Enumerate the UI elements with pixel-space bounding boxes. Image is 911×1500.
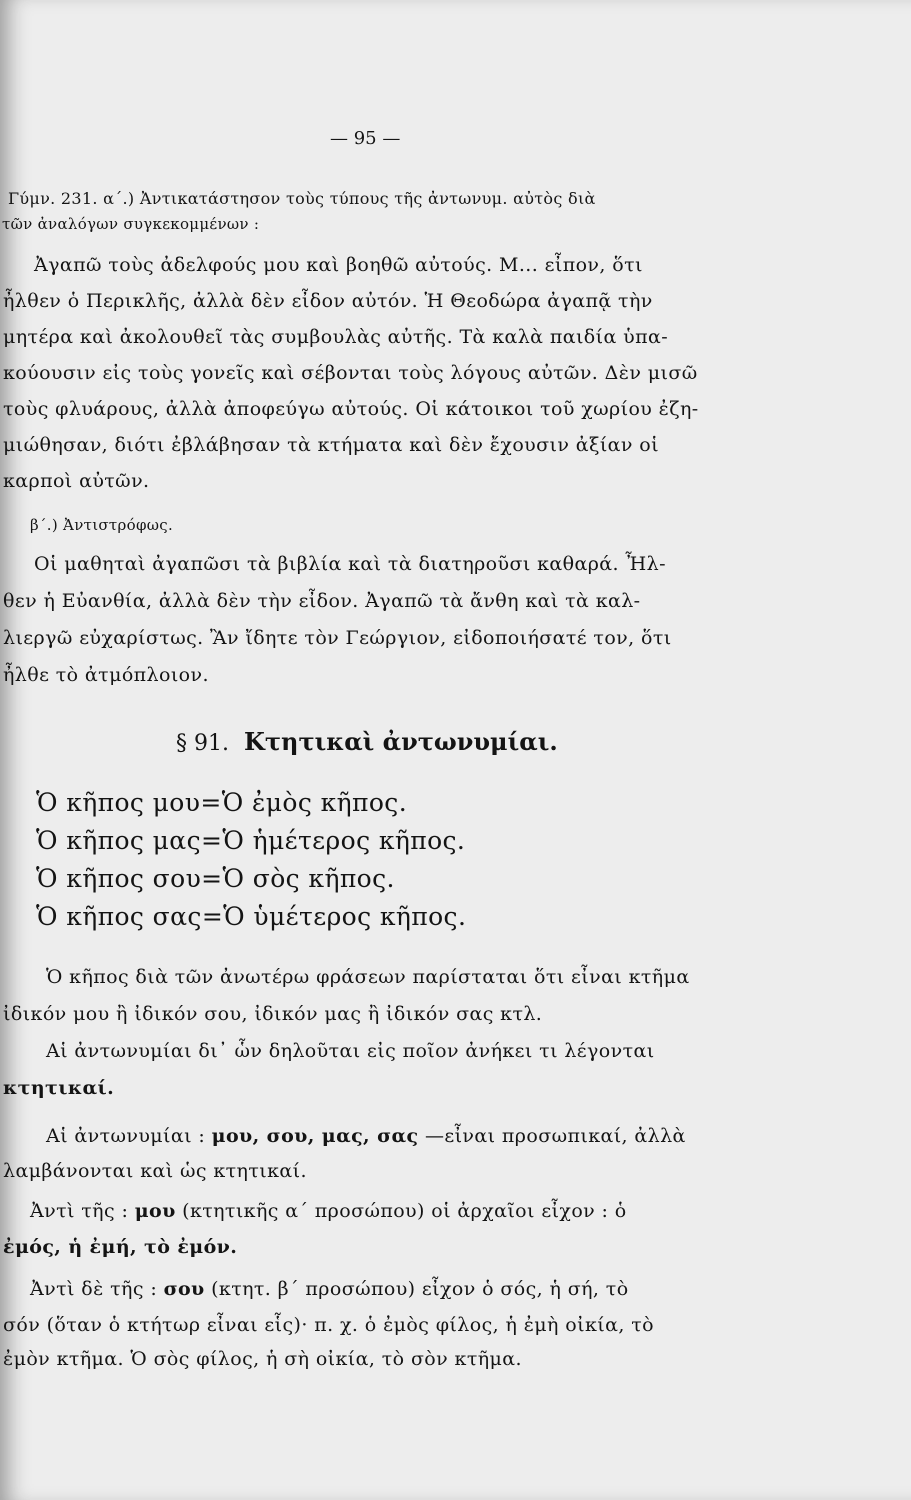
note-bold: σου: [163, 1278, 205, 1300]
exercise-b-line: ἦλθε τὸ ἀτμόπλοιον.: [3, 664, 209, 686]
definition-line: [46, 1040, 655, 1062]
exercise-b-line: λιεργῶ εὐχαρίστως. Ἂν ἴδητε τὸν Γεώργιον, εἰδοποιήσατέ τον, ὅτι: [3, 627, 672, 649]
note-line: λαμβάνονται καὶ ὡς κτητικαί.: [3, 1160, 307, 1182]
example-line: Ὁ κῆπος μου=Ὁ ἐμὸς κῆπος.: [36, 788, 408, 817]
exercise-header-line: τῶν ἀναλόγων συγκεκομμένων :: [2, 215, 260, 233]
note-text: Ἀντὶ τῆς :: [30, 1200, 129, 1222]
exercise-b-line: Οἱ μαθηταὶ ἀγαπῶσι τὰ βιβλία καὶ τὰ διατηροῦσι καθαρά. Ἦλ-: [34, 553, 666, 575]
exercise-a-line: ἦλθεν ὁ Περικλῆς, ἀλλὰ δὲν εἶδον αὐτόν. Ἡ Θεοδώρα ἀγαπᾷ τὴν: [3, 290, 653, 312]
note-text: (κτητικῆς α΄ προσώπου) οἱ ἀρχαῖοι εἶχον : ὁ: [182, 1200, 627, 1222]
note-bold: μου: [134, 1200, 176, 1222]
exercise-b-header: β΄.) Ἀντιστρόφως.: [30, 516, 174, 534]
example-line: Ὁ κῆπος σου=Ὁ σὸς κῆπος.: [36, 864, 395, 893]
note-text: Ἀντὶ δὲ τῆς :: [30, 1278, 158, 1300]
definition-term-text: κτητικαί.: [3, 1077, 115, 1099]
example-line: Ὁ κῆπος μας=Ὁ ἡμέτερος κῆπος.: [36, 826, 466, 855]
note-line: σόν (ὅταν ὁ κτήτωρ εἶναι εἷς)· π. χ. ὁ ἐμὸς φίλος, ἡ ἐμὴ οἰκία, τὸ: [3, 1314, 654, 1336]
note-text: —εἶναι προσωπικαί, ἀλλὰ: [424, 1125, 686, 1147]
section-heading: [176, 727, 558, 756]
section-number: § 91.: [176, 731, 229, 756]
exercise-a-line: μιώθησαν, διότι ἐβλάβησαν τὰ κτήματα καὶ δὲν ἔχουσιν ἀξίαν οἱ: [3, 434, 659, 456]
exercise-a-line: καρποὶ αὐτῶν.: [3, 470, 150, 492]
exercise-a-line: Ἀγαπῶ τοὺς ἀδελφούς μου καὶ βοηθῶ αὐτούς. Μ... εἶπον, ὅτι: [34, 254, 643, 276]
definition-text: Αἱ ἀντωνυμίαι δι᾽ ὧν δηλοῦται εἰς ποῖον ἀνήκει τι λέγονται: [46, 1040, 655, 1062]
note-line: [30, 1200, 627, 1222]
note-line: [30, 1278, 629, 1300]
definition-term: [3, 1077, 114, 1099]
note-text: Αἱ ἀντωνυμίαι :: [46, 1125, 206, 1147]
exercise-b-line: θεν ἡ Εὐανθία, ἀλλὰ δὲν τὴν εἶδον. Ἀγαπῶ τὰ ἄνθη καὶ τὰ καλ-: [3, 590, 641, 612]
note-line: ἐμὸν κτῆμα. Ὁ σὸς φίλος, ἡ σὴ οἰκία, τὸ σὸν κτῆμα.: [3, 1348, 522, 1370]
page-number: — 95 —: [330, 128, 401, 149]
note-line: ἐμός, ἡ ἐμή, τὸ ἐμόν.: [3, 1236, 238, 1258]
exercise-header-line: Γύμν. 231. α΄.) Ἀντικατάστησον τοὺς τύπους τῆς ἀντωνυμ. αὐτὸς διὰ: [8, 189, 596, 208]
exercise-a-line: τοὺς φλυάρους, ἀλλὰ ἀποφεύγω αὐτούς. Οἱ κάτοικοι τοῦ χωρίου ἐζη-: [3, 398, 699, 420]
note-line: [46, 1125, 686, 1147]
exercise-a-line: μητέρα καὶ ἀκολουθεῖ τὰς συμβουλὰς αὐτῆς. Τὰ καλὰ παιδία ὑπα-: [3, 326, 669, 348]
explanation-line: Ὁ κῆπος διὰ τῶν ἀνωτέρω φράσεων παρίσταται ὅτι εἶναι κτῆμα: [46, 966, 690, 988]
section-title: Κτητικαὶ ἀντωνυμίαι.: [243, 727, 558, 756]
example-line: Ὁ κῆπος σας=Ὁ ὑμέτερος κῆπος.: [36, 902, 467, 931]
note-bold: μου, σου, μας, σας: [211, 1125, 419, 1147]
explanation-line: ἰδικόν μου ἢ ἰδικόν σου, ἰδικόν μας ἢ ἰδικόν σας κτλ.: [3, 1003, 543, 1025]
exercise-a-line: κούουσιν εἰς τοὺς γονεῖς καὶ σέβονται τοὺς λόγους αὐτῶν. Δὲν μισῶ: [3, 362, 698, 384]
note-text: (κτητ. β΄ προσώπου) εἶχον ὁ σός, ἡ σή, τὸ: [211, 1278, 629, 1300]
